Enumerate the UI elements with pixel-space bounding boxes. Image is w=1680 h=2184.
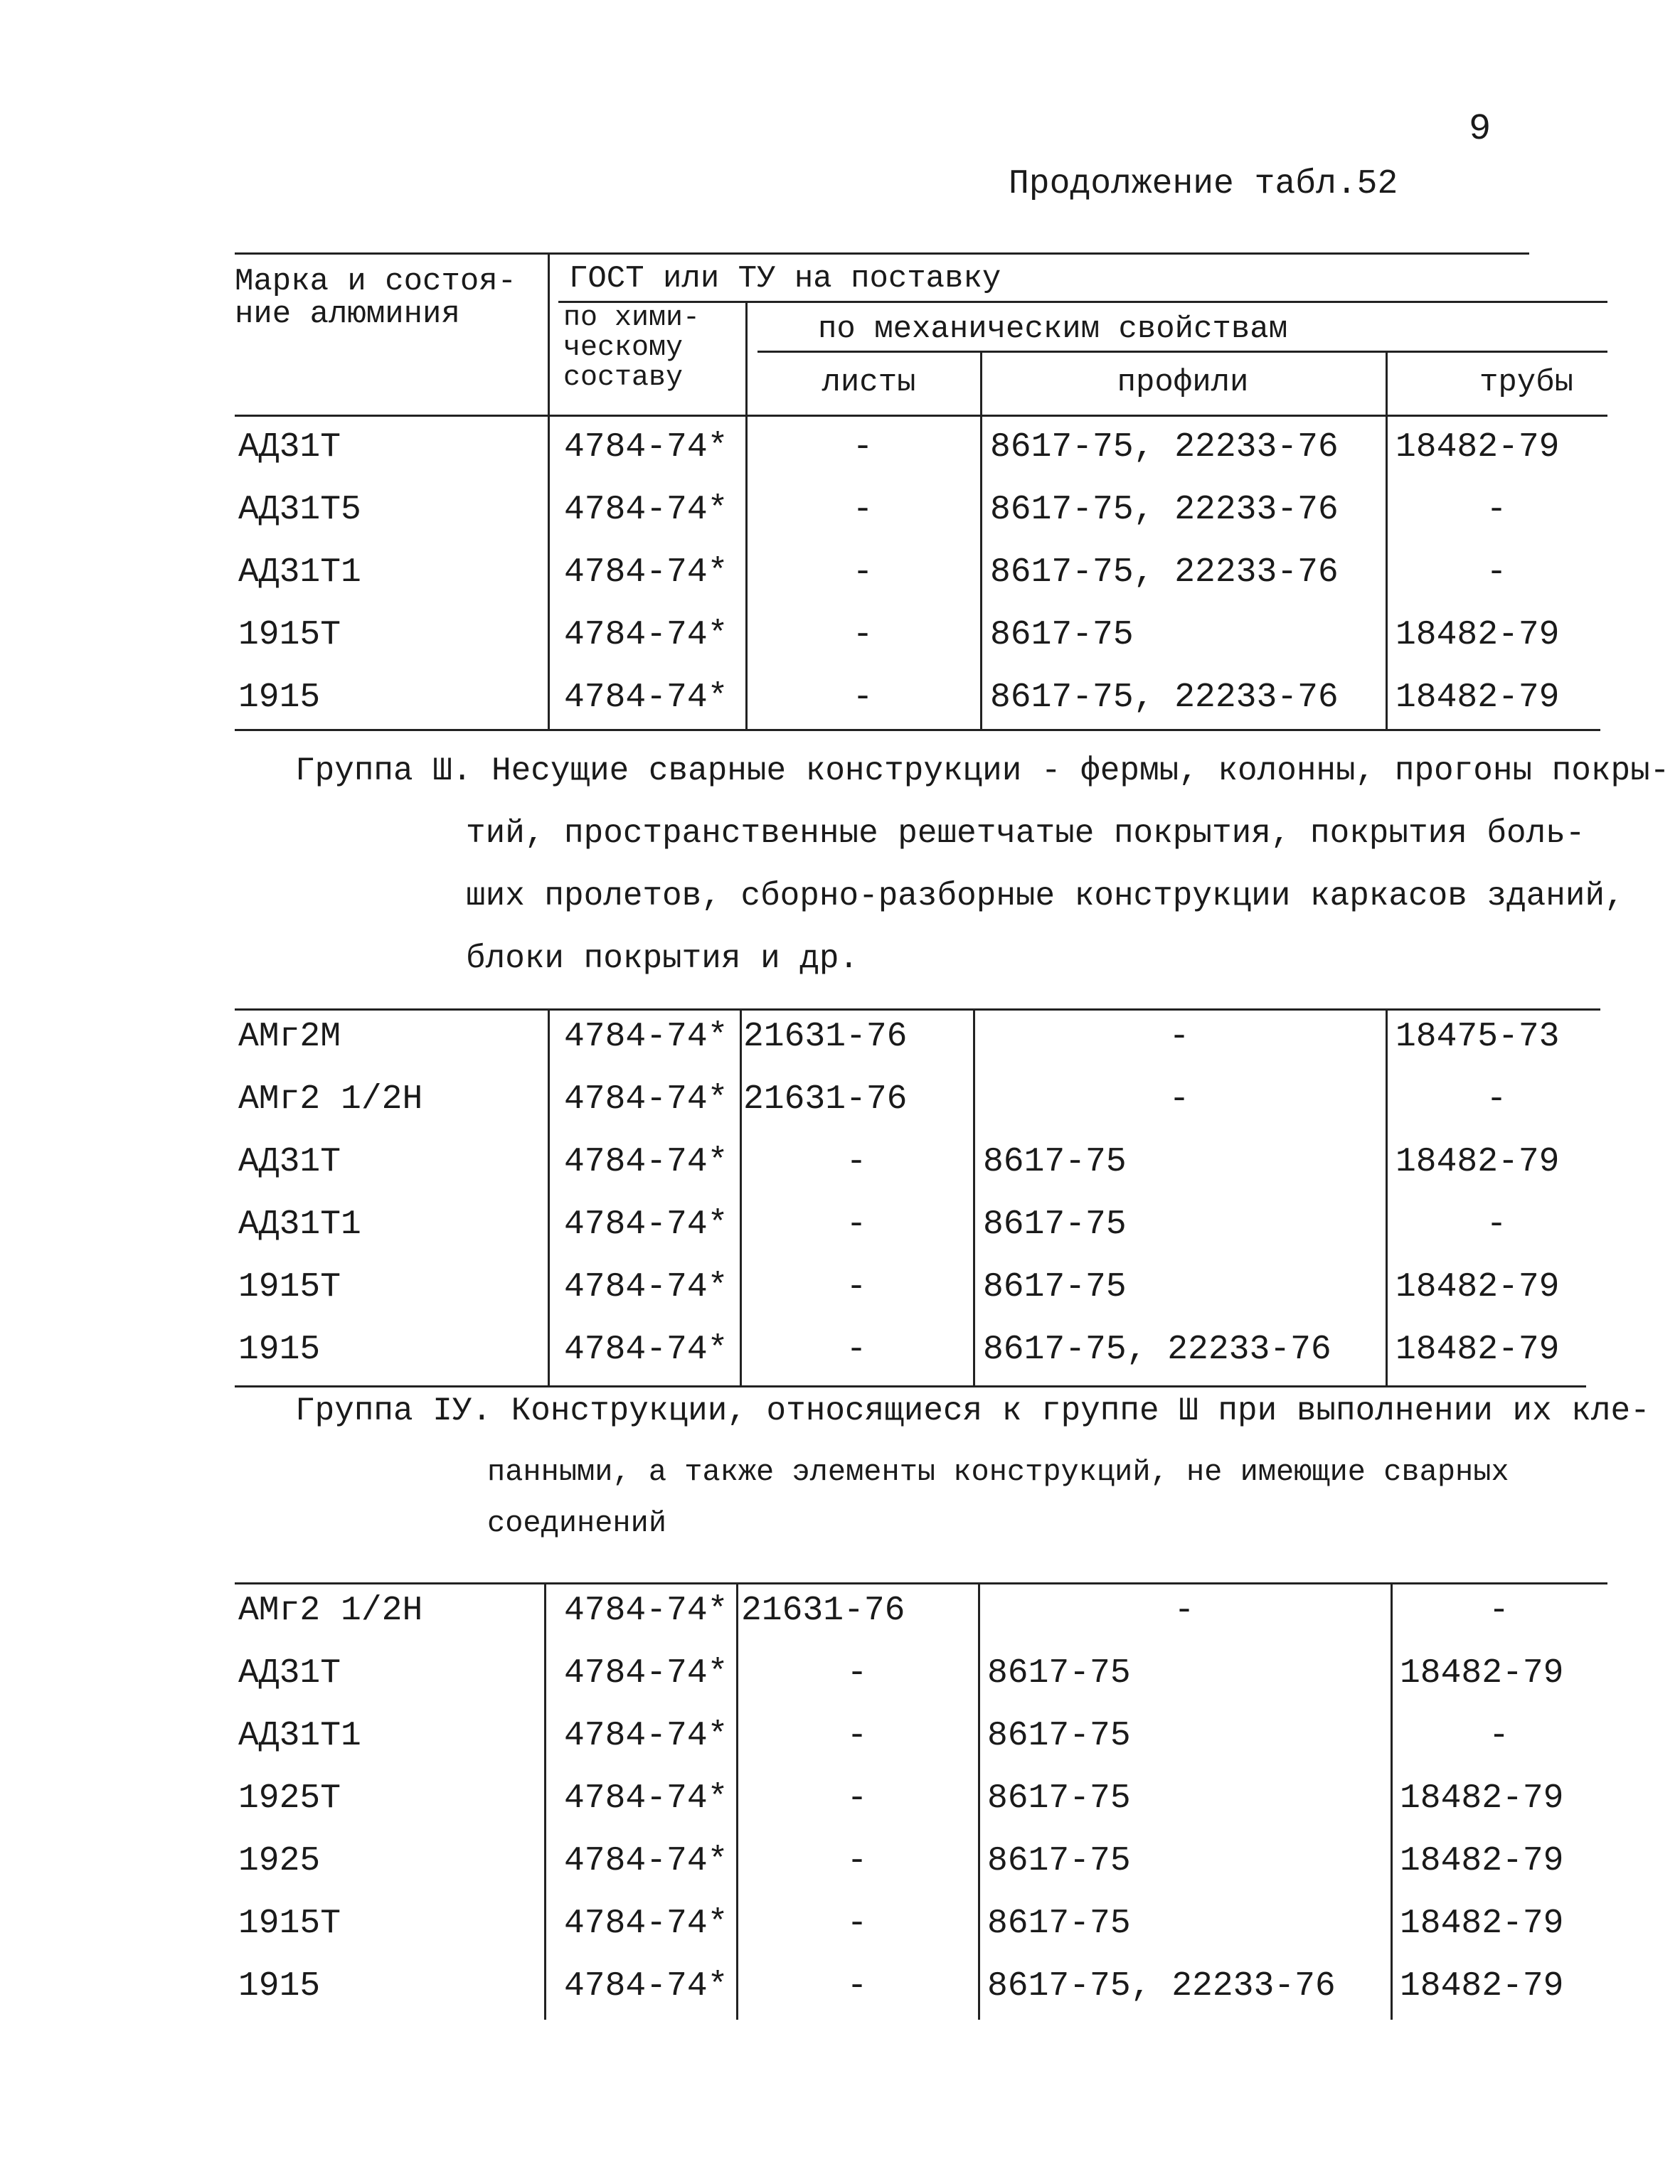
cell-tubes: 18482-79 bbox=[1395, 1268, 1560, 1306]
cell-profiles: - bbox=[1174, 1592, 1195, 1630]
cell-profiles: 8617-75, 22233-76 bbox=[990, 428, 1339, 467]
header-grade: Марка и состоя- ние алюминия bbox=[235, 264, 517, 333]
table-2 bbox=[235, 1008, 1607, 1392]
page-number: 9 bbox=[1469, 108, 1492, 150]
cell-grade: 1925Т bbox=[238, 1779, 341, 1818]
cell-sheets: - bbox=[852, 428, 873, 467]
cell-sheets: - bbox=[846, 1717, 868, 1755]
cell-sheets: - bbox=[852, 553, 873, 592]
cell-chem: 4784-74* bbox=[564, 1905, 728, 1943]
cell-grade: 1915Т bbox=[238, 1905, 341, 1943]
cell-chem: 4784-74* bbox=[564, 428, 728, 467]
group-3-description bbox=[295, 740, 1669, 990]
cell-profiles: 8617-75 bbox=[983, 1143, 1127, 1181]
cell-grade: АМг2М bbox=[238, 1018, 341, 1056]
cell-tubes: - bbox=[1486, 553, 1507, 592]
cell-grade: 1915 bbox=[238, 678, 321, 717]
cell-sheets: - bbox=[846, 1905, 868, 1943]
header-sheets: листы bbox=[822, 365, 916, 400]
cell-profiles: 8617-75, 22233-76 bbox=[983, 1331, 1331, 1369]
cell-grade: 1915Т bbox=[238, 616, 341, 654]
cell-profiles: 8617-75 bbox=[983, 1268, 1127, 1306]
cell-tubes: - bbox=[1486, 1080, 1507, 1119]
cell-tubes: 18482-79 bbox=[1400, 1779, 1564, 1818]
cell-profiles: 8617-75 bbox=[987, 1905, 1131, 1943]
cell-tubes: - bbox=[1489, 1592, 1509, 1630]
cell-tubes: 18482-79 bbox=[1400, 1967, 1564, 2005]
table-1 bbox=[235, 252, 1607, 736]
cell-sheets: - bbox=[852, 491, 873, 529]
cell-profiles: 8617-75, 22233-76 bbox=[987, 1967, 1336, 2005]
group-4-line: соединений bbox=[487, 1506, 667, 1540]
cell-sheets: - bbox=[846, 1779, 868, 1818]
cell-chem: 4784-74* bbox=[564, 491, 728, 529]
cell-sheets: - bbox=[846, 1205, 867, 1244]
cell-profiles: 8617-75 bbox=[987, 1717, 1131, 1755]
cell-sheets: - bbox=[846, 1842, 868, 1880]
cell-tubes: 18482-79 bbox=[1395, 1143, 1560, 1181]
cell-grade: АД31Т bbox=[238, 1143, 341, 1181]
cell-chem: 4784-74* bbox=[564, 1592, 728, 1630]
table-3 bbox=[235, 1582, 1607, 2023]
cell-grade: АД31Т1 bbox=[238, 1717, 361, 1755]
cell-sheets: - bbox=[846, 1654, 868, 1693]
cell-profiles: - bbox=[1169, 1080, 1190, 1119]
cell-grade: АД31Т5 bbox=[238, 491, 361, 529]
cell-sheets: - bbox=[846, 1331, 867, 1369]
cell-grade: АД31Т1 bbox=[238, 1205, 361, 1244]
group-3-line: блоки покрытия и др. bbox=[466, 940, 859, 977]
group-4-line: панными, а также элементы конструкций, не имеющие сварных bbox=[487, 1455, 1509, 1489]
cell-grade: АМг2 1/2Н bbox=[238, 1592, 423, 1630]
cell-grade: 1915 bbox=[238, 1967, 321, 2005]
cell-chem: 4784-74* bbox=[564, 1779, 728, 1818]
cell-chem: 4784-74* bbox=[564, 616, 728, 654]
cell-sheets: - bbox=[846, 1268, 867, 1306]
cell-tubes: 18482-79 bbox=[1400, 1654, 1564, 1693]
cell-chem: 4784-74* bbox=[564, 1080, 728, 1119]
cell-tubes: 18482-79 bbox=[1400, 1905, 1564, 1943]
header-tubes: трубы bbox=[1479, 365, 1574, 400]
cell-grade: АД31Т bbox=[238, 1654, 341, 1693]
cell-tubes: 18482-79 bbox=[1395, 1331, 1560, 1369]
header-profiles: профили bbox=[1117, 365, 1249, 400]
cell-chem: 4784-74* bbox=[564, 1018, 728, 1056]
cell-chem: 4784-74* bbox=[564, 678, 728, 717]
cell-sheets: - bbox=[846, 1143, 867, 1181]
group-4-line: Группа IУ. Конструкции, относящиеся к группе Ш при выполнении их кле- bbox=[295, 1392, 1650, 1429]
cell-sheets: - bbox=[852, 678, 873, 717]
cell-chem: 4784-74* bbox=[564, 1967, 728, 2005]
cell-chem: 4784-74* bbox=[564, 1268, 728, 1306]
cell-tubes: 18482-79 bbox=[1395, 428, 1560, 467]
cell-sheets: - bbox=[846, 1967, 868, 2005]
header-gost: ГОСТ или ТУ на поставку bbox=[569, 261, 1001, 297]
cell-profiles: 8617-75 bbox=[987, 1842, 1131, 1880]
group-3-line: тий, пространственные решетчатые покрытия, покрытия боль- bbox=[466, 815, 1585, 852]
cell-chem: 4784-74* bbox=[564, 1205, 728, 1244]
cell-grade: 1925 bbox=[238, 1842, 321, 1880]
cell-sheets: 21631-76 bbox=[741, 1592, 905, 1630]
cell-tubes: - bbox=[1486, 1205, 1507, 1244]
cell-chem: 4784-74* bbox=[564, 1654, 728, 1693]
cell-profiles: 8617-75 bbox=[990, 616, 1134, 654]
cell-grade: АД31Т1 bbox=[238, 553, 361, 592]
cell-chem: 4784-74* bbox=[564, 1842, 728, 1880]
cell-tubes: 18482-79 bbox=[1395, 616, 1560, 654]
cell-grade: АМг2 1/2Н bbox=[238, 1080, 423, 1119]
cell-sheets: 21631-76 bbox=[743, 1080, 908, 1119]
cell-tubes: 18482-79 bbox=[1395, 678, 1560, 717]
cell-profiles: 8617-75 bbox=[987, 1779, 1131, 1818]
cell-tubes: 18475-73 bbox=[1395, 1018, 1560, 1056]
cell-profiles: 8617-75 bbox=[987, 1654, 1131, 1693]
cell-sheets: - bbox=[852, 616, 873, 654]
header-by-chem: по хими- ческому составу bbox=[563, 302, 701, 394]
cell-grade: АД31Т bbox=[238, 428, 341, 467]
cell-chem: 4784-74* bbox=[564, 1331, 728, 1369]
group-3-line: ших пролетов, сборно-разборные конструкции каркасов зданий, bbox=[466, 878, 1625, 915]
group-4-description bbox=[295, 1380, 1650, 1545]
cell-tubes: - bbox=[1486, 491, 1507, 529]
cell-profiles: 8617-75, 22233-76 bbox=[990, 491, 1339, 529]
cell-grade: 1915 bbox=[238, 1331, 321, 1369]
table-continuation-title: Продолжение табл.52 bbox=[1009, 165, 1398, 203]
cell-sheets: 21631-76 bbox=[743, 1018, 908, 1056]
cell-profiles: - bbox=[1169, 1018, 1190, 1056]
cell-chem: 4784-74* bbox=[564, 553, 728, 592]
cell-profiles: 8617-75 bbox=[983, 1205, 1127, 1244]
cell-profiles: 8617-75, 22233-76 bbox=[990, 553, 1339, 592]
cell-tubes: 18482-79 bbox=[1400, 1842, 1564, 1880]
cell-tubes: - bbox=[1489, 1717, 1509, 1755]
cell-profiles: 8617-75, 22233-76 bbox=[990, 678, 1339, 717]
cell-chem: 4784-74* bbox=[564, 1717, 728, 1755]
cell-chem: 4784-74* bbox=[564, 1143, 728, 1181]
group-3-line: Группа Ш. Несущие сварные конструкции - фермы, колонны, прогоны покры- bbox=[295, 752, 1670, 789]
cell-grade: 1915Т bbox=[238, 1268, 341, 1306]
header-by-mech: по механическим свойствам bbox=[818, 311, 1288, 347]
